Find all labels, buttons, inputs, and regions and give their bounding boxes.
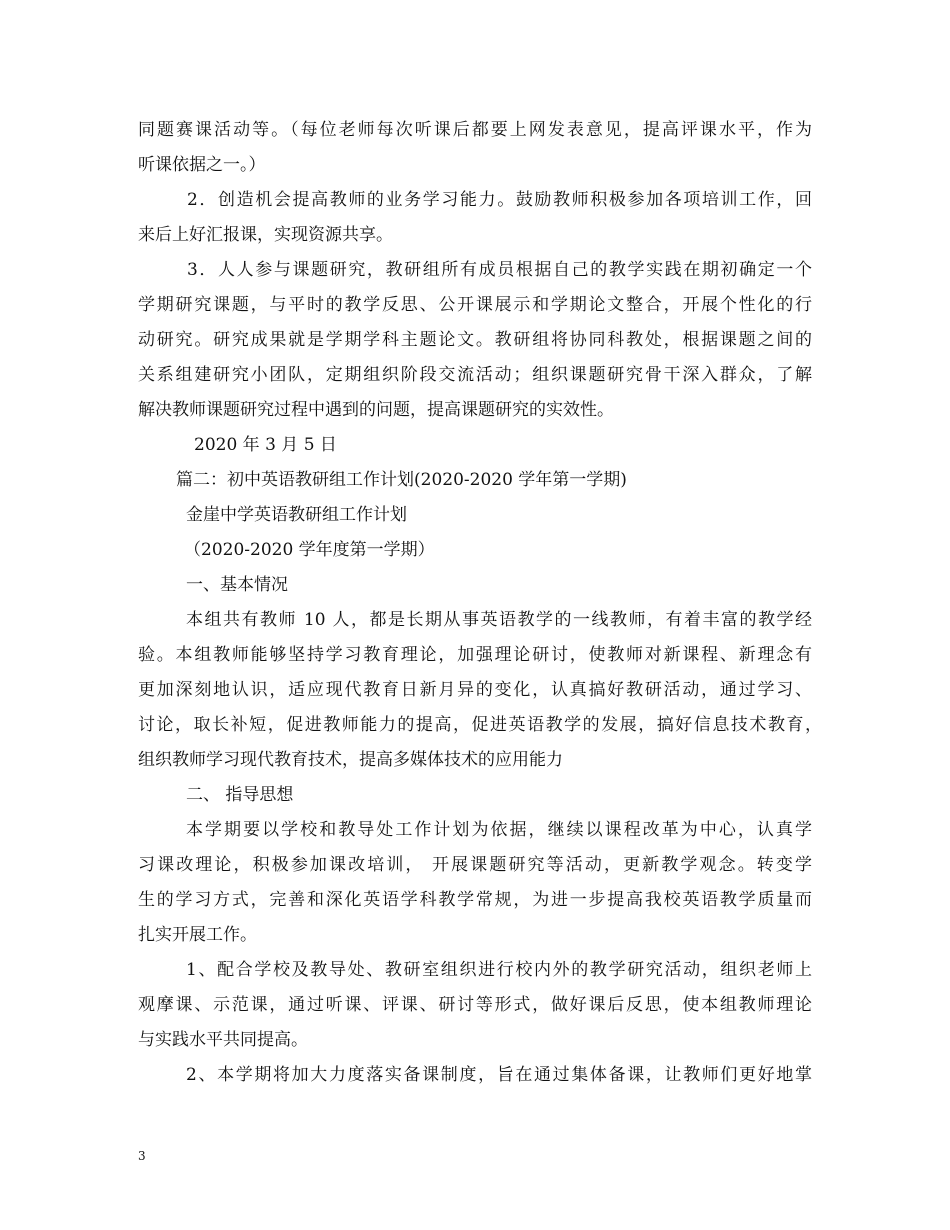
section-heading: 篇二：初中英语教研组工作计划(2020-2020 学年第一学期)	[176, 470, 627, 490]
text-line: 组织教师学习现代教育技术，提高多媒体技术的应用能力	[138, 750, 563, 770]
section-heading: 一、基本情况	[186, 575, 288, 595]
document-subtitle: （2020-2020 学年度第一学期）	[184, 540, 435, 560]
text-line: 学期研究课题，与平时的教学反思、公开课展示和学期论文整合，开展个性化的行	[138, 295, 812, 315]
text-line: 同题赛课活动等。（每位老师每次听课后都要上网发表意见，提高评课水平，作为	[138, 120, 812, 140]
page-number: 3	[138, 1149, 146, 1163]
text-line: 2、本学期将加大力度落实备课制度，旨在通过集体备课，让教师们更好地掌	[186, 1065, 812, 1085]
text-line: 本组共有教师 10 人，都是长期从事英语教学的一线教师，有着丰富的教学经	[186, 610, 812, 630]
text-line: 讨论，取长补短，促进教师能力的提高，促进英语教学的发展，搞好信息技术教育，	[138, 715, 822, 735]
text-line: 2．创造机会提高教师的业务学习能力。鼓励教师积极参加各项培训工作，回	[187, 190, 812, 210]
text-line: 本学期要以学校和教导处工作计划为依据，继续以课程改革为中心，认真学	[186, 820, 812, 840]
text-line: 生的学习方式，完善和深化英语学科教学常规，为进一步提高我校英语教学质量而	[138, 890, 812, 910]
text-line: 解决教师课题研究过程中遇到的问题，提高课题研究的实效性。	[138, 400, 614, 420]
section-heading: 二、 指导思想	[186, 785, 294, 805]
text-line: 更加深刻地认识，适应现代教育日新月异的变化，认真搞好教研活动，通过学习、	[138, 680, 812, 700]
text-line: 1、配合学校及教导处、教研室组织进行校内外的教学研究活动，组织老师上	[186, 960, 812, 980]
text-line: 验。本组教师能够坚持学习教育理论，加强理论研讨，使教师对新课程、新理念有	[138, 645, 812, 665]
date-line: 2020 年 3 月 5 日	[194, 435, 337, 455]
text-line: 与实践水平共同提高。	[138, 1030, 308, 1050]
text-line: 观摩课、示范课，通过听课、评课、研讨等形式，做好课后反思，使本组教师理论	[138, 995, 812, 1015]
text-line: 3．人人参与课题研究，教研组所有成员根据自己的教学实践在期初确定一个	[187, 260, 812, 280]
text-line: 关系组建研究小团队，定期组织阶段交流活动；组织课题研究骨干深入群众，了解	[138, 365, 812, 385]
text-line: 动研究。研究成果就是学期学科主题论文。教研组将协同科教处，根据课题之间的	[138, 330, 812, 350]
text-line: 扎实开展工作。	[138, 925, 257, 945]
document-title: 金崖中学英语教研组工作计划	[186, 505, 407, 525]
text-line: 来后上好汇报课，实现资源共享。	[138, 225, 393, 245]
text-line: 听课依据之一。）	[138, 155, 266, 175]
text-line: 习课改理论，积极参加课改培训， 开展课题研究等活动，更新教学观念。转变学	[138, 855, 812, 875]
